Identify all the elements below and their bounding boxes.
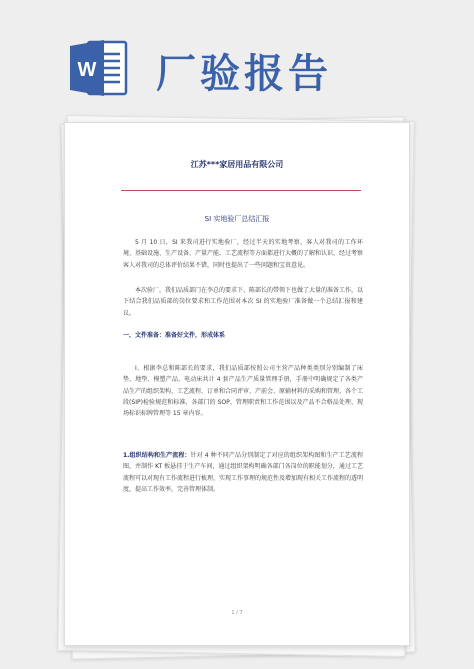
subsection-label: 1.组织结构和生产流程： [123, 452, 191, 459]
document-preview [56, 116, 416, 656]
section-heading: 一、文件准备：准备好文件，形成体系 [123, 332, 226, 339]
company-name: 江苏***家居用品有限公司 [190, 160, 284, 169]
document-page [64, 122, 410, 646]
subsection-text: 针对 4 种不同产品分别制定了对应的组织架构图和生产工艺流程图，并制作 KT 板悬挂于生产车间，通过组织架构明确各部门各岗位的职能划分，通过工艺流程可以对现有工作流程进行梳理，实现工作事理的规范性及增加现有相关工作流程的透明度，提高工作效率，完善管理体制。 [123, 452, 364, 493]
word-icon-letter: W [77, 59, 97, 81]
banner [0, 0, 474, 125]
paragraph-manuals: Ⅰ、根据李总和陈部长的要求，我们品质部按照公司主营产品种类类别分别编制了床垫、地垫、模塑产品、电动床共计 4 套产品生产质量管理手册，手册中明确规定了各类产品生产的组织架构、工艺流程、订单和合同评审、产前会、原辅材料的采购和管理、各个工段(SIP)检验规范和标准、各部门的 SOP、管理职责和工作范围以及产品不合格品处理、现场标识标牌管理等 15 章内容。 [123, 365, 364, 418]
header-rule [121, 190, 361, 191]
banner-title: 厂验报告 [156, 50, 332, 97]
paragraph-org-structure [123, 450, 363, 495]
paragraph-summary: 本次验厂，我们品质部门在李总的要求下、陈部长的带领下也做了大量的准备工作，以下结合我们品质部的岗位要求和工作范围对本次 SI 的实地验厂准备做一个总结汇报和建议。 [123, 287, 364, 317]
document-title: SI 实地验厂总结汇报 [204, 215, 270, 223]
paragraph-intro: 5 月 10 日，SI 来我司进行实地验厂，经过半天的实地考察，客人对我司的工作环境、基础设施、生产设备、产量产能、工艺流程等方面都进行大概的了解和认识，经过考察客人对我司的总体评价结果不错，同时也提出了一些问题和宝贵意见。 [123, 239, 364, 269]
page-number: 1 / 7 [231, 610, 243, 616]
word-document-icon [66, 36, 130, 100]
